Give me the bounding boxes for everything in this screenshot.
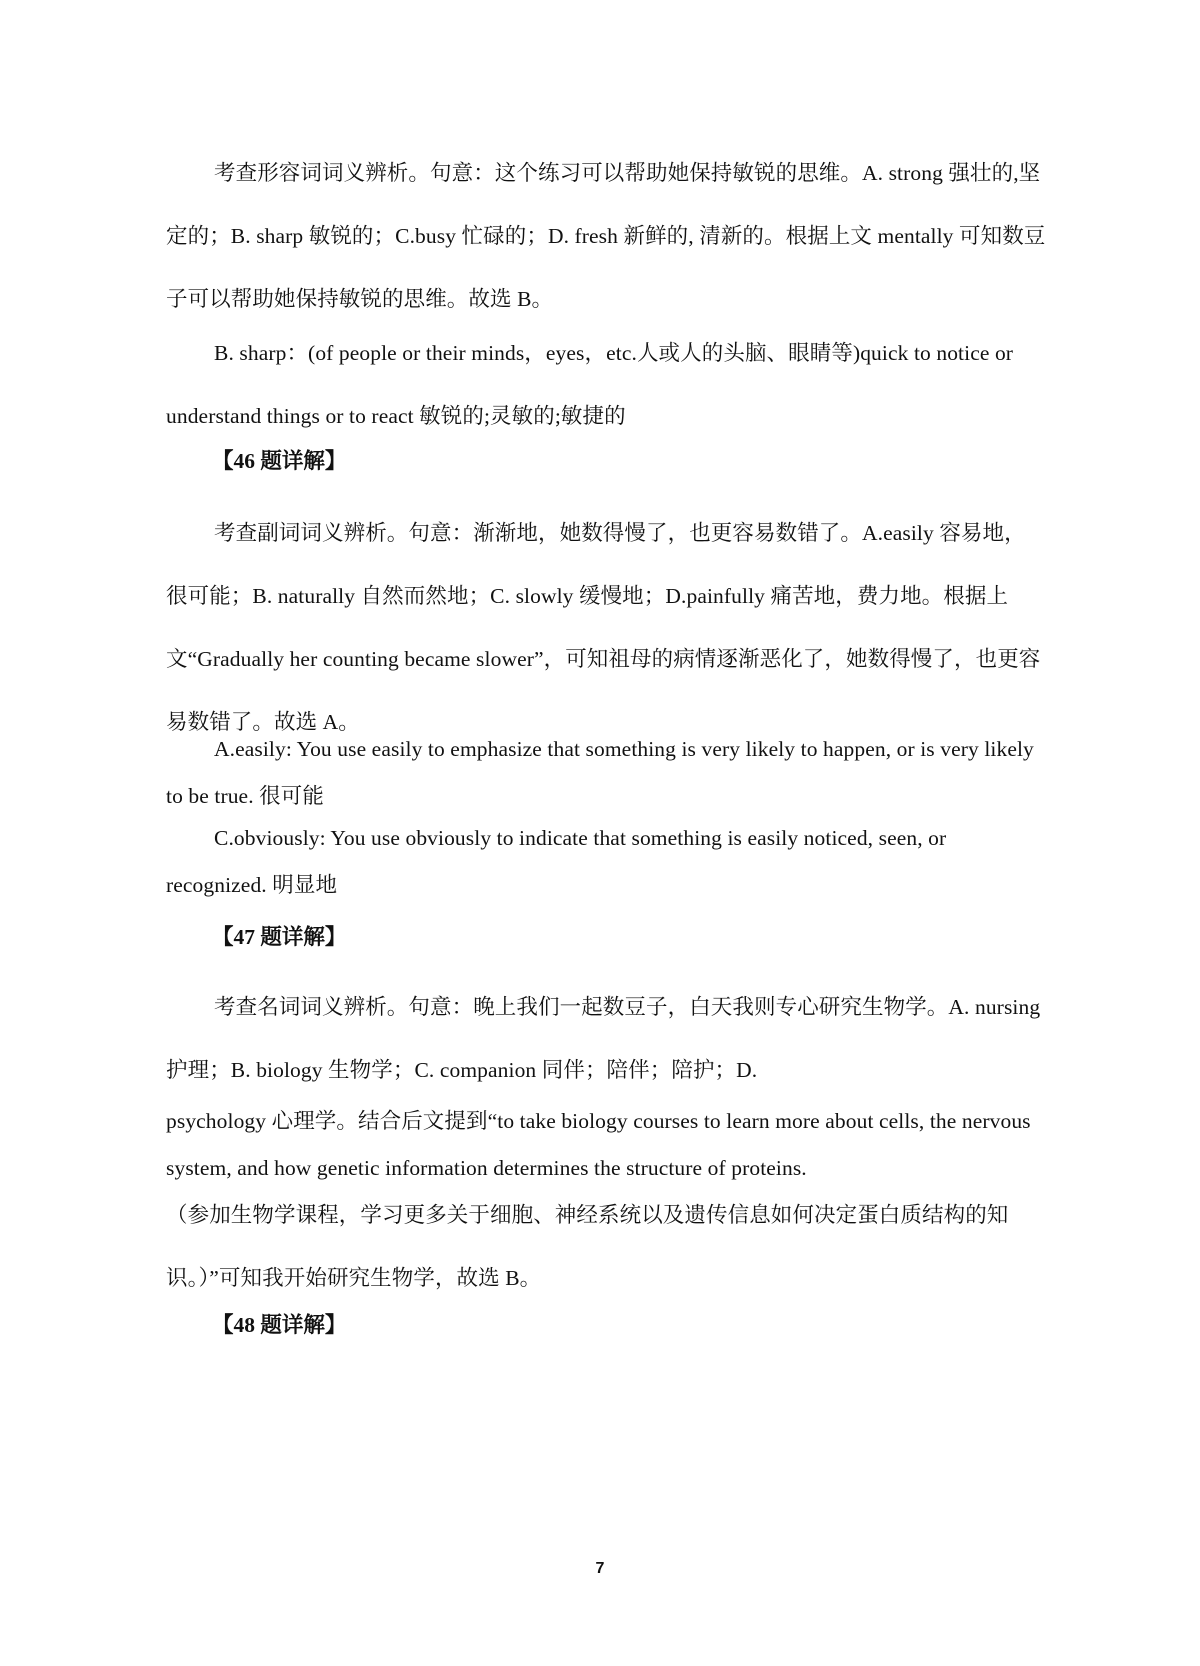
paragraph-47-analysis: 考查名词词义辨析。句意：晚上我们一起数豆子，白天我则专心研究生物学。A. nursing 护理；B. biology 生物学；C. companion 同伴；陪伴；陪护；D. xyxy=(166,995,1046,1082)
paragraph-46-definition-a: A.easily: You use easily to emphasize that something is very likely to happen, or is very likely to be true. 很可能 xyxy=(166,737,1040,808)
paragraph-46-definition-c: C.obviously: You use obviously to indicate that something is easily noticed, seen, or recognized. 明显地 xyxy=(166,826,952,897)
paragraph-47-context: psychology 心理学。结合后文提到“to take biology courses to learn more about cells, the nervous system, and how genetic information determines the structure of proteins. xyxy=(166,1109,1037,1180)
paragraph-46-analysis: 考查副词词义辨析。句意：渐渐地，她数得慢了，也更容易数错了。A.easily 容易地，很可能；B. naturally 自然而然地；C. slowly 缓慢地；D.painfully 痛苦地，费力地。根据上文“Gradually her counting became slower”，可知祖母的病情逐渐恶化了，她数得慢了，也更容易数错了。故选 A。 xyxy=(166,521,1041,734)
paragraph-45-analysis: 考查形容词词义辨析。句意：这个练习可以帮助她保持敏锐的思维。A. strong 强壮的,坚定的；B. sharp 敏锐的；C.busy 忙碌的；D. fresh 新鲜的, 清新的。根据上文 mentally 可知数豆子可以帮助她保持敏锐的思维。故选 B。 xyxy=(166,161,1046,311)
question-46-heading: 【46 题详解】 xyxy=(212,449,347,473)
paragraph-45-definition: B. sharp：(of people or their minds，eyes，etc.人或人的头脑、眼睛等)quick to notice or understand things or to react 敏锐的;灵敏的;敏捷的 xyxy=(166,341,1019,428)
paragraph-47-translation: （参加生物学课程，学习更多关于细胞、神经系统以及遗传信息如何决定蛋白质结构的知识。）”可知我开始研究生物学，故选 B。 xyxy=(166,1203,1009,1290)
question-48-heading: 【48 题详解】 xyxy=(212,1313,347,1337)
page-number: 7 xyxy=(595,1560,605,1577)
question-47-heading: 【47 题详解】 xyxy=(212,925,347,949)
